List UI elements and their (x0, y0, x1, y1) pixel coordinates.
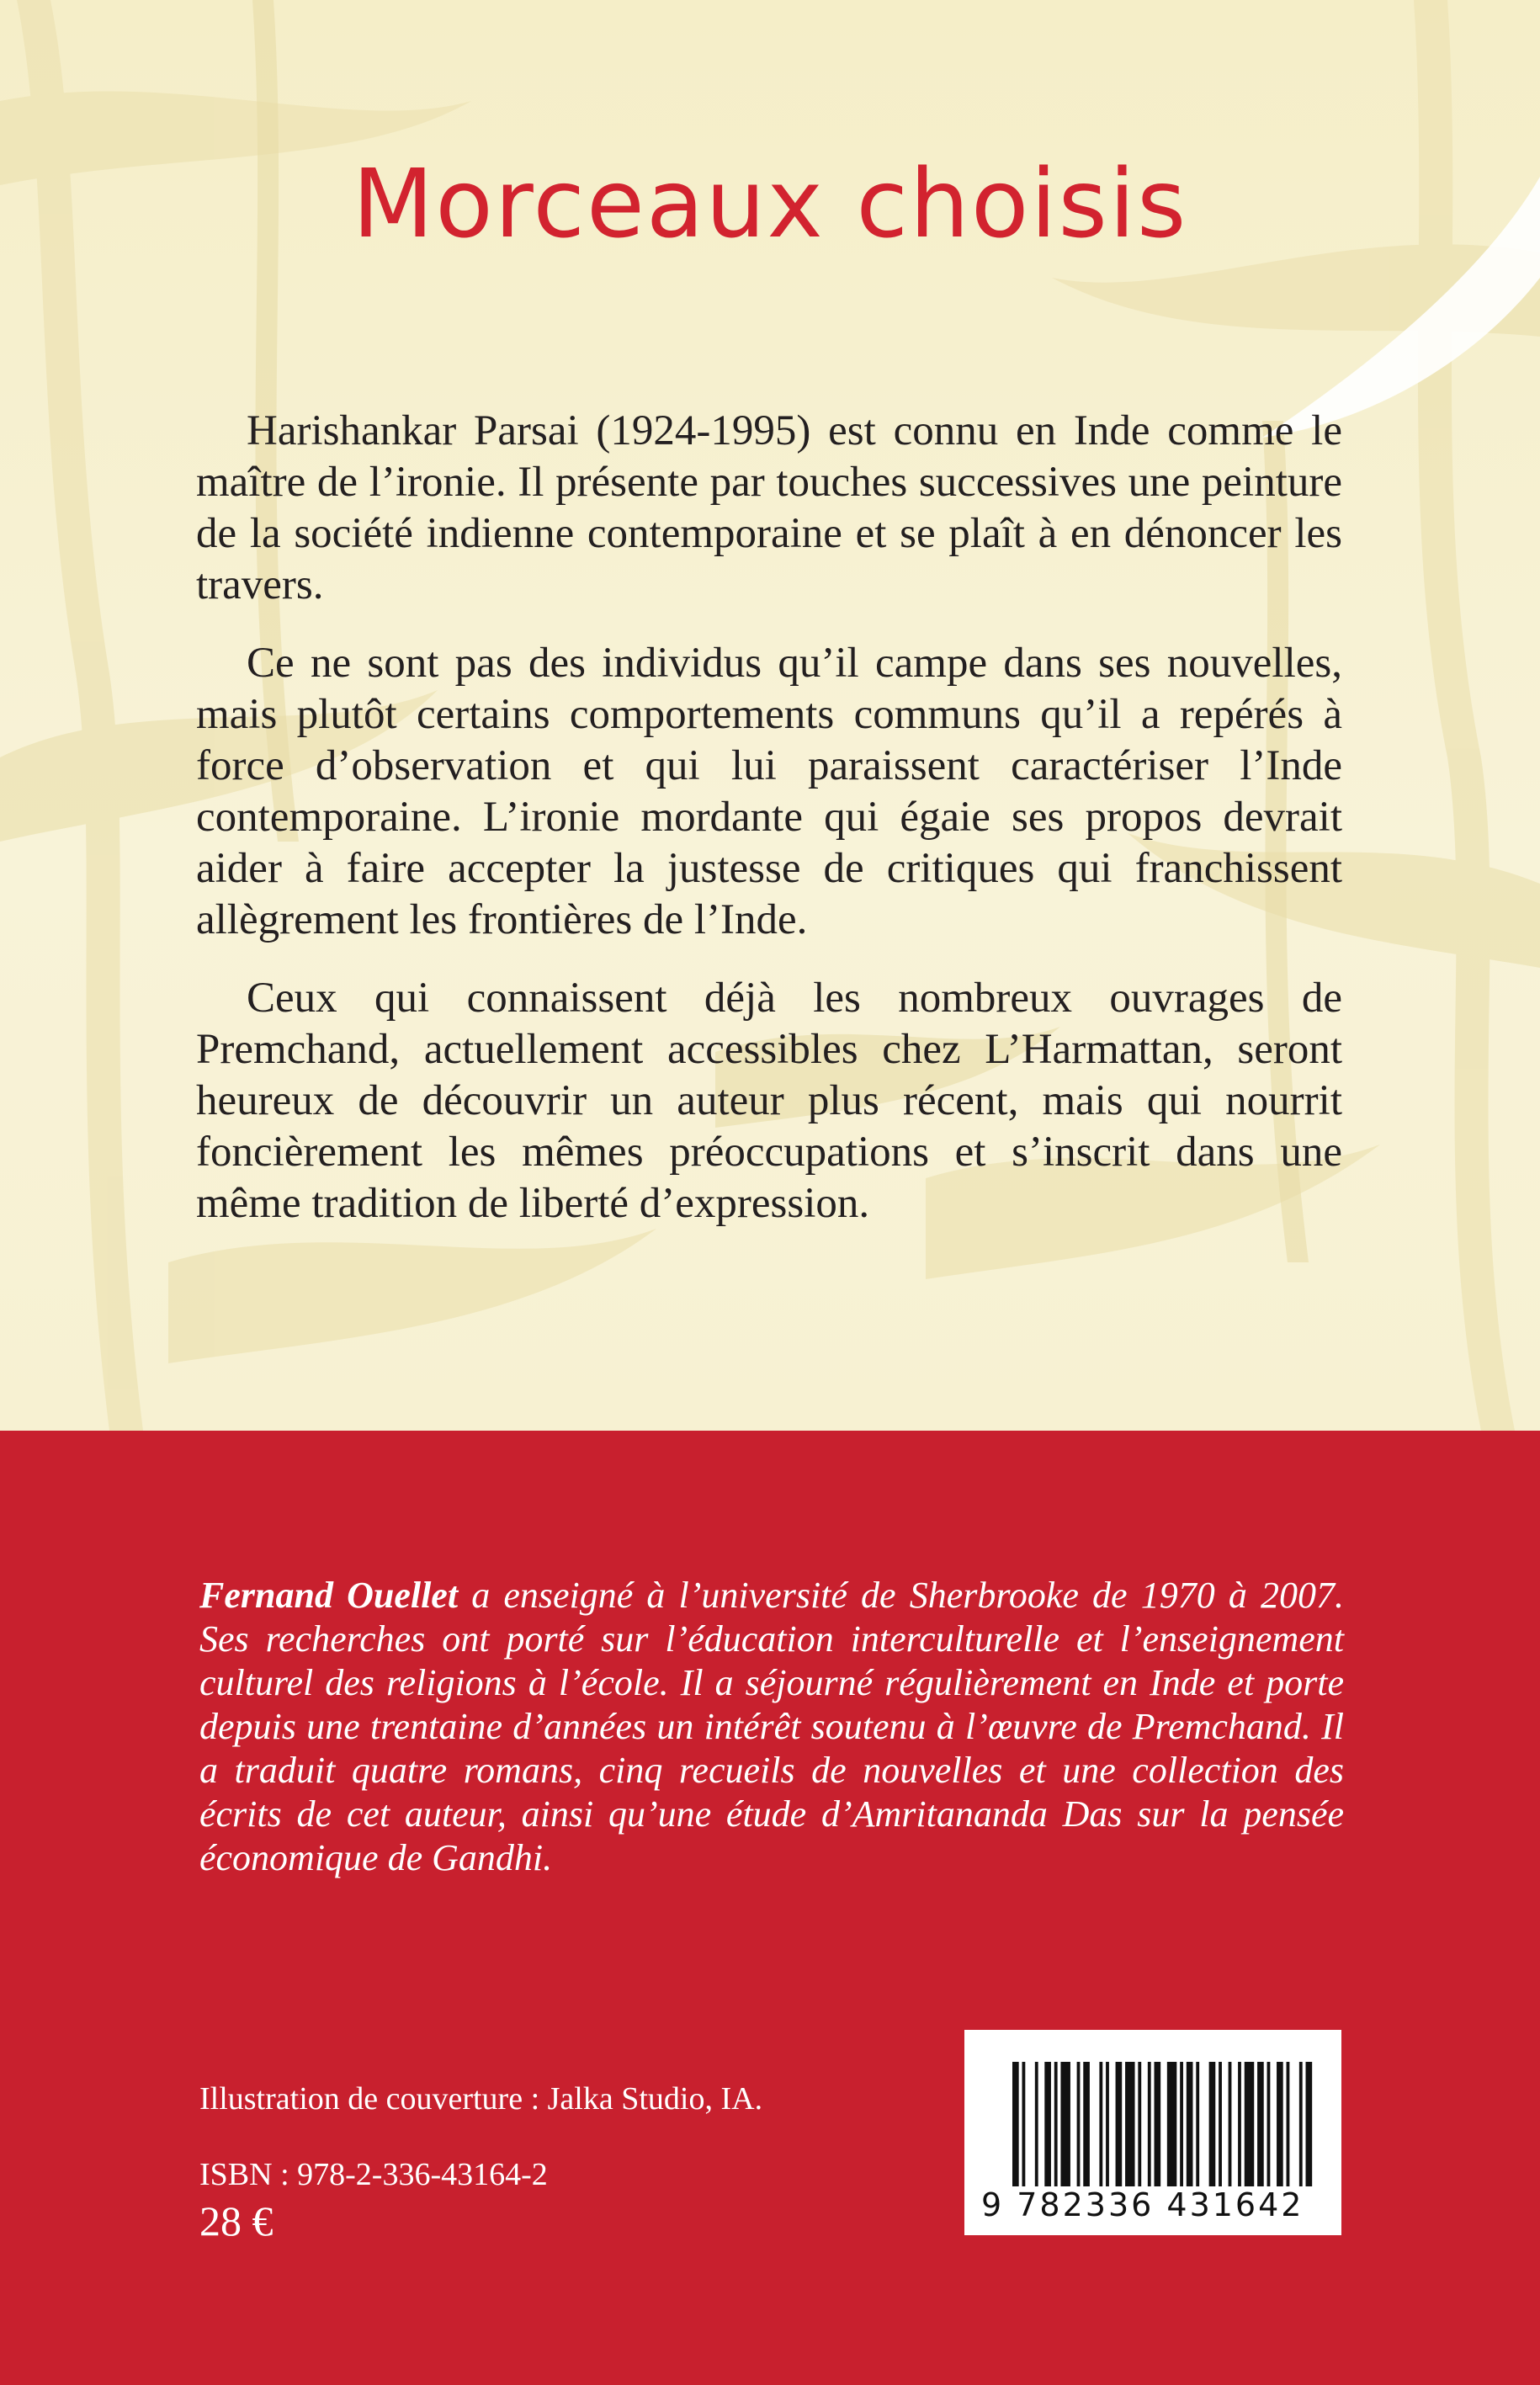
barcode-bar (1077, 2062, 1081, 2186)
author-name: Fernand Ouellet (199, 1575, 459, 1616)
barcode-bar (1044, 2062, 1051, 2186)
barcode-bar (1083, 2062, 1090, 2186)
book-title: Morceaux choisis (352, 150, 1188, 259)
lower-panel (0, 1431, 1540, 2385)
barcode-bar (1148, 2062, 1151, 2186)
barcode-bar (1187, 2062, 1193, 2186)
barcode-bar (1180, 2062, 1183, 2186)
barcode-bar (1267, 2062, 1271, 2186)
barcode-bar (1229, 2062, 1232, 2186)
barcode-bar (1035, 2062, 1038, 2186)
barcode-bar (1060, 2062, 1070, 2186)
barcode-bar (1106, 2062, 1109, 2186)
barcode (964, 2030, 1341, 2235)
barcode-bar (1116, 2062, 1123, 2186)
barcode-bars (1012, 2062, 1315, 2186)
barcode-bar (1238, 2062, 1241, 2186)
barcode-bar (1022, 2062, 1025, 2186)
cover-credit: Illustration de couverture : Jalka Studio, IA. (199, 2081, 763, 2117)
barcode-bar (1054, 2062, 1058, 2186)
barcode-digits: 9 782336 431642 (981, 2186, 1304, 2223)
barcode-bar (1099, 2062, 1102, 2186)
barcode-bar (1196, 2062, 1199, 2186)
barcode-bar (1277, 2062, 1283, 2186)
barcode-bar (1257, 2062, 1264, 2186)
synopsis-paragraph-2: Ce ne sont pas des individus qu’il campe dans ses nouvelles, mais plutôt certains comportements communs qu’il a repérés à force d’observation et qui lui paraissent caractériser l’Inde contemporaine. L’ironie mordante qui égaie ses propos devrait aider à faire accepter la justesse de critiques qui franchissent allègrement les frontières de l’Inde. (196, 640, 1342, 943)
barcode-bar (1138, 2062, 1141, 2186)
barcode-bar (1299, 2062, 1303, 2186)
barcode-bar (1125, 2062, 1134, 2186)
barcode-bar (1209, 2062, 1216, 2186)
author-bio-text: a enseigné à l’université de Sherbrooke de 1970 à 2007. Ses recherches ont porté sur l’éducation interculturelle et l’enseignement culturel des religions à l’école. Il a séjourné régulièrement en Inde et porte depuis une trentaine d’années un intérêt soutenu à l’œuvre de Premchand. Il a traduit quatre romans, cinq recueils de nouvelles et une collection des écrits de cet auteur, ainsi qu’une étude d’Amritananda Das sur la pensée économique de Gandhi. (199, 1575, 1344, 1878)
barcode-bar (1219, 2062, 1222, 2186)
price: 28 € (199, 2197, 273, 2244)
barcode-bar (1012, 2062, 1019, 2186)
barcode-bar (1245, 2062, 1254, 2186)
synopsis (196, 406, 1342, 1256)
isbn: ISBN : 978-2-336-43164-2 (199, 2157, 548, 2192)
barcode-bar (1306, 2062, 1313, 2186)
barcode-bar (1167, 2062, 1176, 2186)
synopsis-paragraph-1: Harishankar Parsai (1924-1995) est connu en Inde comme le maître de l’ironie. Il présente par touches successives une peinture de la société indienne contemporaine et se plaît à en dénoncer les travers. (196, 407, 1342, 608)
barcode-bar (1155, 2062, 1161, 2186)
author-bio (199, 1574, 1344, 1880)
synopsis-paragraph-3: Ceux qui connaissent déjà les nombreux ouvrages de Premchand, actuellement accessibles chez L’Harmattan, seront heureux de découvrir un auteur plus récent, mais qui nourrit foncièrement les mêmes préoccupations et s’inscrit dans une même tradition de liberté d’expression. (196, 975, 1342, 1227)
barcode-bar (1287, 2062, 1290, 2186)
